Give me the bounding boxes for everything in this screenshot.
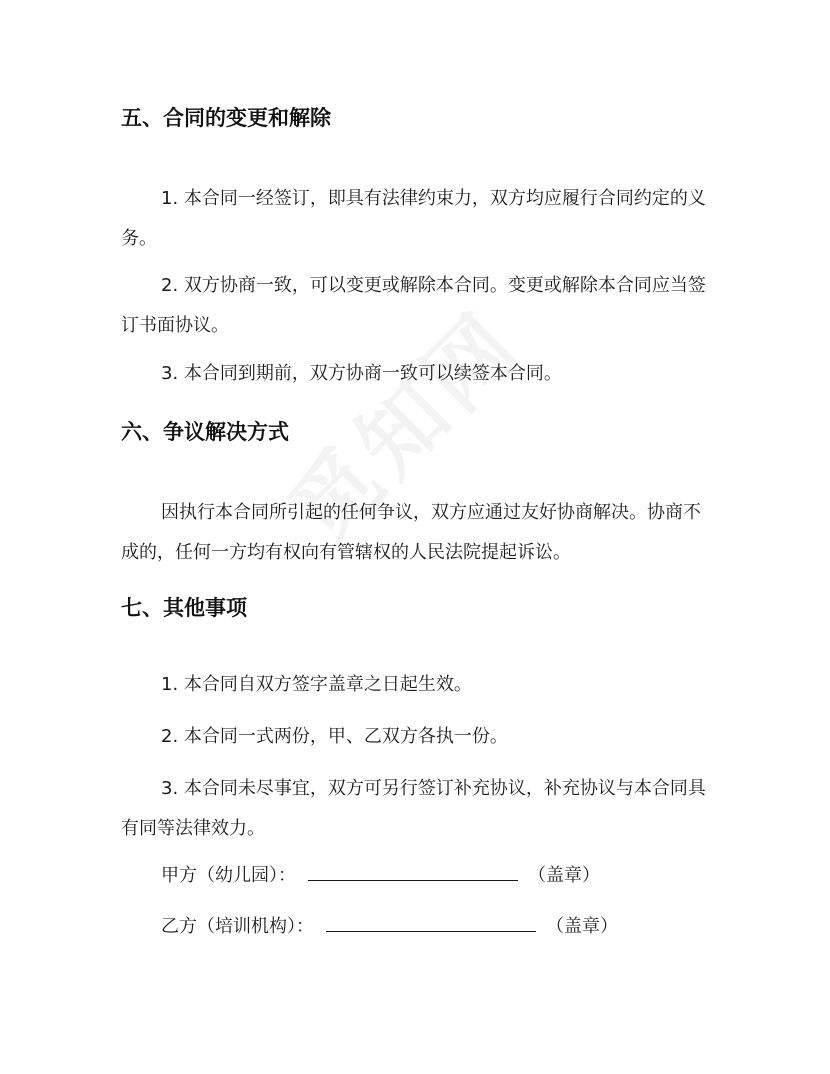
party-a-signature-row	[161, 862, 600, 889]
party-a-signature-line	[308, 862, 518, 881]
party-b-signature-line	[326, 913, 536, 932]
party-b-seal-note: （盖章）	[546, 916, 618, 937]
party-a-label: 甲方（幼儿园）：	[161, 865, 296, 886]
section-6-body: 因执行本合同所引起的任何争议，双方应通过友好协商解决。协商不成的，任何一方均有权向有管辖权的人民法院提起诉讼。	[121, 502, 701, 563]
section-5-heading: 五、合同的变更和解除	[121, 106, 331, 130]
section-7-item-1: 1. 本合同自双方签字盖章之日起生效。	[161, 674, 472, 695]
party-a-seal-note: （盖章）	[528, 865, 600, 886]
section-5-item-1: 1. 本合同一经签订，即具有法律约束力，双方均应履行合同约定的义务。	[121, 188, 706, 249]
section-5-item-3: 3. 本合同到期前，双方协商一致可以续签本合同。	[161, 363, 562, 384]
section-5-item-2: 2. 双方协商一致，可以变更或解除本合同。变更或解除本合同应当签订书面协议。	[121, 275, 706, 336]
party-b-signature-row	[161, 913, 618, 940]
party-b-label: 乙方（培训机构）：	[161, 916, 314, 937]
section-7-item-2: 2. 本合同一式两份，甲、乙双方各执一份。	[161, 726, 508, 747]
section-7-heading: 七、其他事项	[121, 596, 247, 620]
section-6-heading: 六、争议解决方式	[121, 420, 289, 444]
section-7-item-3: 3. 本合同未尽事宜，双方可另行签订补充协议，补充协议与本合同具有同等法律效力。	[121, 778, 706, 839]
